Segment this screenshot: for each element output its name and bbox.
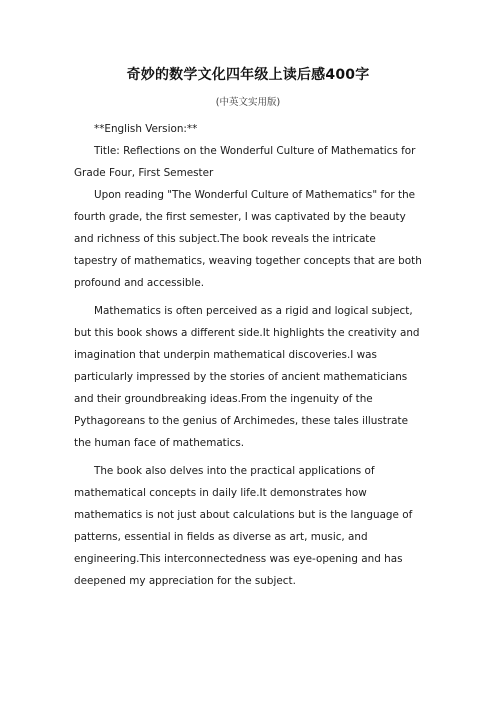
page-title: 奇妙的数学文化四年级上读后感400字 [126,67,370,83]
body-paragraph: Mathematics is often perceived as a rigid and logical subject, but this book shows a different side.It highlights the creativity and imagination that underpin mathematical discoveries.I was particularly impressed by the stories of ancient mathematicians and their groundbreaking ideas.From the ingenuity of the Pythagoreans to the genius of Archimedes, these tales illustrate the human face of mathematics. [74,305,420,449]
essay-title-paragraph: Title: Reflections on the Wonderful Culture of Mathematics for Grade Four, First Semester [74,145,416,179]
english-version-heading: **English Version:** [94,123,198,135]
body-paragraph: The book also delves into the practical applications of mathematical concepts in daily life.It demonstrates how mathematics is not just about calculations but is the language of patterns, essential in fields as diverse as art, music, and engineering.This interconnectedness was eye-opening and has deepened my appreciation for the subject. [74,465,413,587]
body-paragraph: Upon reading "The Wonderful Culture of Mathematics" for the fourth grade, the first semester, I was captivated by the beauty and richness of this subject.The book reveals the intricate tapestry of mathematics, weaving together concepts that are both profound and accessible. [74,189,422,289]
page-subtitle: (中英文实用版) [215,97,281,108]
document-body [74,118,422,598]
